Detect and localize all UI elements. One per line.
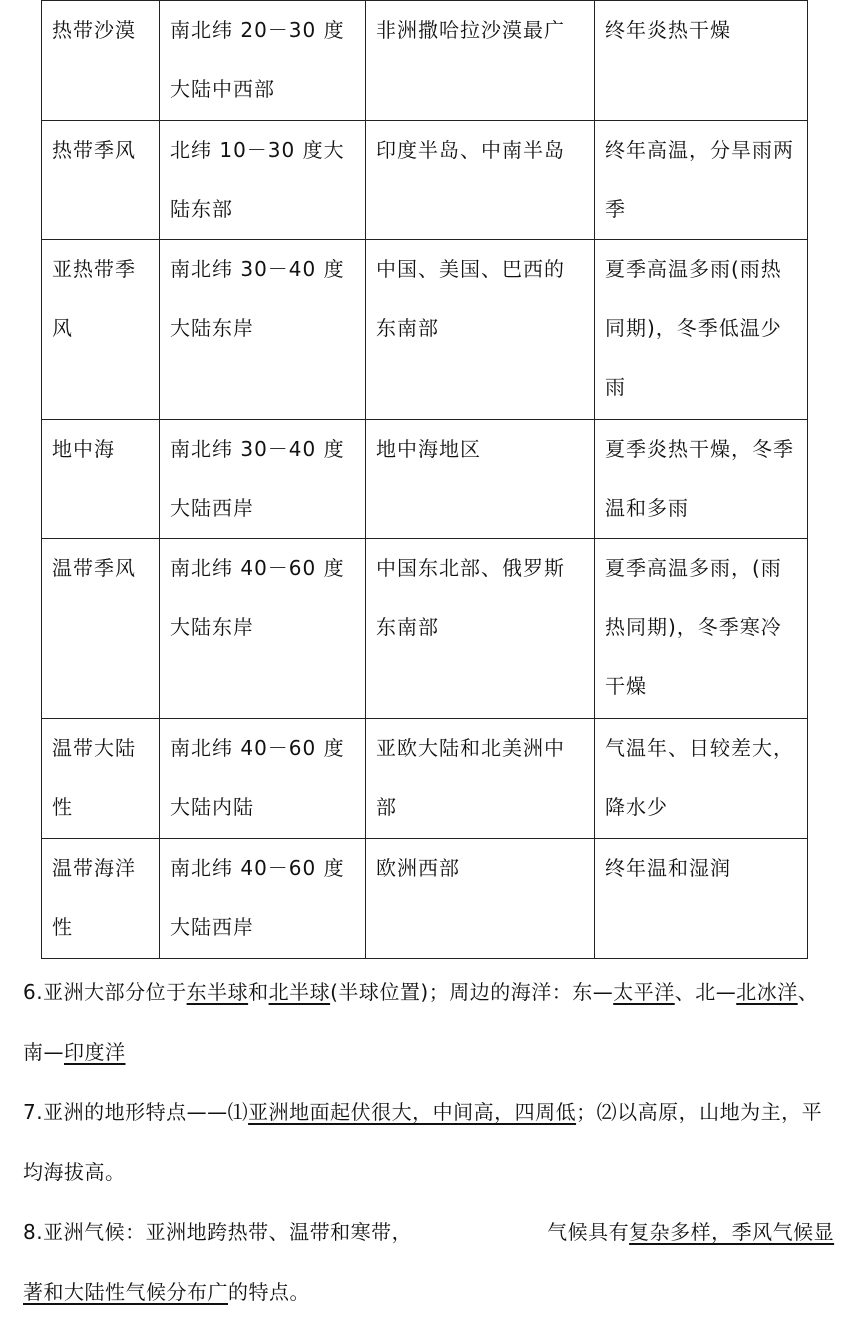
location-cell: 南北纬 40－60 度大陆内陆: [160, 719, 366, 839]
location-cell: 南北纬 20－30 度大陆中西部: [160, 1, 366, 121]
feature-cell: 终年高温，分旱雨两季: [595, 121, 808, 240]
climate-type-cell: 温带海洋性: [42, 839, 160, 959]
table-row: [42, 121, 808, 240]
feature-cell: 夏季高温多雨，(雨热同期)，冬季寒冷干燥: [595, 539, 808, 719]
answer-underline: 北半球: [268, 980, 331, 1004]
notes-section: [23, 962, 835, 1322]
region-cell: 非洲撒哈拉沙漠最广: [366, 1, 595, 121]
feature-cell: 夏季高温多雨(雨热同期)，冬季低温少雨: [595, 240, 808, 420]
region-cell: 印度半岛、中南半岛: [366, 121, 595, 240]
feature-cell: 气温年、日较差大，降水少: [595, 719, 808, 839]
table-row: [42, 719, 808, 839]
climate-type-cell: 热带沙漠: [42, 1, 160, 121]
answer-underline: 北冰洋: [736, 980, 798, 1004]
region-cell: 欧洲西部: [366, 839, 595, 959]
feature-cell: 终年温和湿润: [595, 839, 808, 959]
answer-underline: 太平洋: [613, 980, 675, 1004]
note-8: 8.亚洲气候：亚洲地跨热带、温带和寒带， 气候具有复杂多样，季风气候显著和大陆性气候分布广的特点。: [23, 1220, 835, 1304]
answer-underline: 复杂多样，季风气候显著和大陆性气候分布广: [23, 1220, 835, 1304]
climate-type-cell: 亚热带季风: [42, 240, 160, 420]
location-cell: 南北纬 30－40 度大陆西岸: [160, 420, 366, 539]
answer-underline: 亚洲地面起伏很大，中间高，四周低: [248, 1100, 577, 1124]
region-cell: 地中海地区: [366, 420, 595, 539]
climate-table: [41, 0, 808, 959]
table-row: [42, 420, 808, 539]
feature-cell: 终年炎热干燥: [595, 1, 808, 121]
answer-underline: 东半球: [186, 980, 249, 1004]
note-6: 6.亚洲大部分位于东半球和北半球(半球位置)；周边的海洋：东—太平洋、北—北冰洋、南—印度洋: [23, 980, 819, 1064]
answer-underline: 印度洋: [64, 1040, 126, 1064]
feature-cell: 夏季炎热干燥，冬季温和多雨: [595, 420, 808, 539]
table-row: [42, 839, 808, 959]
note-7: 7.亚洲的地形特点——⑴亚洲地面起伏很大，中间高，四周低；⑵以高原，山地为主，平均海拔高。: [23, 1100, 823, 1184]
climate-type-cell: 地中海: [42, 420, 160, 539]
climate-type-cell: 温带季风: [42, 539, 160, 719]
location-cell: 南北纬 40－60 度大陆东岸: [160, 539, 366, 719]
climate-type-cell: 温带大陆性: [42, 719, 160, 839]
region-cell: 中国东北部、俄罗斯东南部: [366, 539, 595, 719]
region-cell: 亚欧大陆和北美洲中部: [366, 719, 595, 839]
table-row: [42, 1, 808, 121]
climate-type-cell: 热带季风: [42, 121, 160, 240]
location-cell: 北纬 10－30 度大陆东部: [160, 121, 366, 240]
table-row: [42, 240, 808, 420]
table-row: [42, 539, 808, 719]
location-cell: 南北纬 30－40 度大陆东岸: [160, 240, 366, 420]
region-cell: 中国、美国、巴西的东南部: [366, 240, 595, 420]
location-cell: 南北纬 40－60 度大陆西岸: [160, 839, 366, 959]
